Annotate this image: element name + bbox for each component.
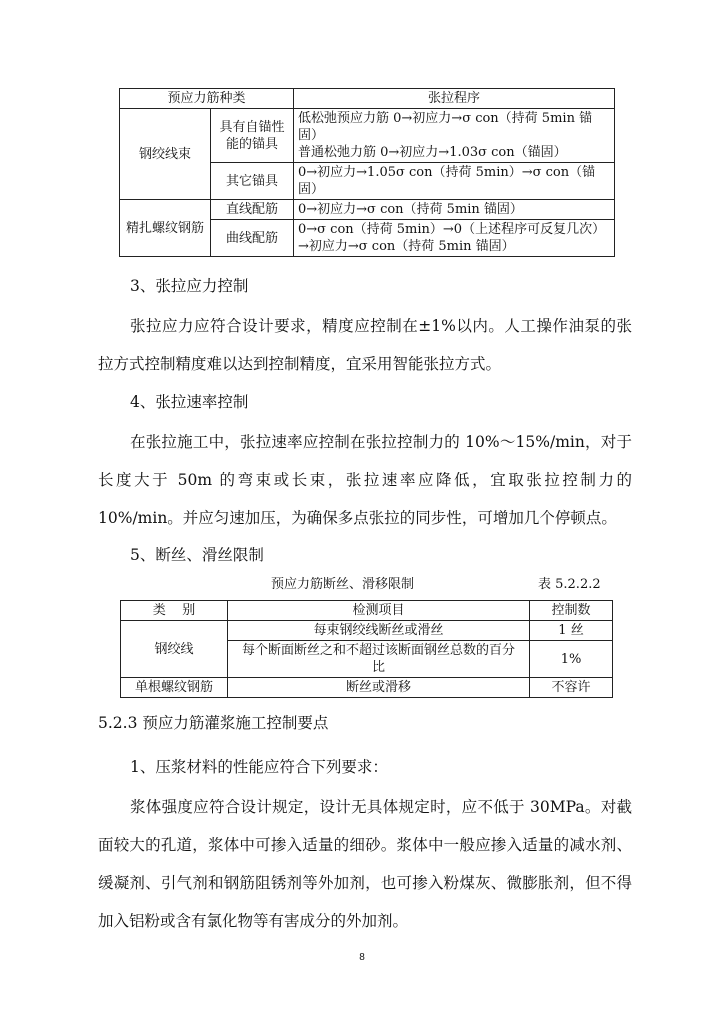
group-single-bar: 单根螺纹钢筋 xyxy=(121,678,228,698)
header-tendon-type: 预应力筋种类 xyxy=(120,89,294,109)
sub-straight: 直线配筋 xyxy=(211,200,294,220)
sub-self-anchor: 具有自锚性能的锚具 xyxy=(211,109,294,163)
table-number: 表 5.2.2.2 xyxy=(538,577,601,592)
header-category: 类 别 xyxy=(121,601,228,621)
tensioning-procedure-table xyxy=(119,88,615,257)
sub-curved: 曲线配筋 xyxy=(211,220,294,257)
procedure-normal-relax: 普通松弛力筋 0→初应力→1.03σ con（锚固） xyxy=(298,145,567,160)
procedure-cell xyxy=(294,109,615,163)
item-per-section: 每个断面断丝之和不超过该断面钢丝总数的百分比 xyxy=(228,641,530,678)
section-3-paragraph: 张拉应力应符合设计要求，精度应控制在±1%以内。人工操作油泵的张拉方式控制精度难以达到控制精度，宜采用智能张拉方式。 xyxy=(98,317,632,373)
group-strand: 钢绞线 xyxy=(121,621,228,678)
page-number: 8 xyxy=(359,952,365,963)
group-strand: 钢绞线束 xyxy=(120,109,211,200)
value-per-section: 1% xyxy=(530,641,613,678)
section-5-heading: 5、断丝、滑丝限制 xyxy=(130,546,264,564)
item-break-slip: 断丝或滑移 xyxy=(228,678,530,698)
section-523-paragraph: 浆体强度应符合设计规定，设计无具体规定时，应不低于 30MPa。对截面较大的孔道，浆体中可掺入适量的细砂。浆体中一般应掺入适量的减水剂、缓凝剂、引气剂和钢筋阻锈剂等外加剂，也可掺入粉煤灰、微膨胀剂，但不得加入铝粉或含有氯化物等有害成分的外加剂。 xyxy=(98,798,632,930)
group-threaded-bar: 精扎螺纹钢筋 xyxy=(120,200,211,257)
header-procedure: 张拉程序 xyxy=(294,89,615,109)
section-523-heading: 5.2.3 预应力筋灌浆施工控制要点 xyxy=(98,714,329,732)
header-inspection-item: 检测项目 xyxy=(228,601,530,621)
section-4-paragraph: 在张拉施工中，张拉速率应控制在张拉控制力的 10%～15%/min，对于长度大于 50m 的弯束或长束，张拉速率应降低，宜取张拉控制力的 10%/min。并应匀速加压，为确保多点张拉的同步性，可增加几个停顿点。 xyxy=(98,433,632,527)
value-break-slip: 不容许 xyxy=(530,678,613,698)
section-523-subheading: 1、压浆材料的性能应符合下列要求： xyxy=(130,758,388,776)
section-4-heading: 4、张拉速率控制 xyxy=(130,393,249,411)
table-caption: 预应力筋断丝、滑移限制 xyxy=(271,577,415,592)
sub-other-anchor: 其它锚具 xyxy=(211,163,294,200)
item-per-bundle: 每束钢绞线断丝或滑丝 xyxy=(228,621,530,641)
procedure-straight: 0→初应力→σ con（持荷 5min 锚固） xyxy=(294,200,615,220)
procedure-low-relax: 低松弛预应力筋 0→初应力→σ con（持荷 5min 锚固） xyxy=(298,111,593,143)
section-3-heading: 3、张拉应力控制 xyxy=(130,277,249,295)
procedure-other: 0→初应力→1.05σ con（持荷 5min）→σ con（锚固） xyxy=(294,163,615,200)
value-per-bundle: 1 丝 xyxy=(530,621,613,641)
procedure-curved: 0→σ con（持荷 5min）→0（上述程序可反复几次）→初应力→σ con（持荷 5min 锚固） xyxy=(294,220,615,257)
wire-break-limit-table xyxy=(120,600,613,698)
header-control-value: 控制数 xyxy=(530,601,613,621)
